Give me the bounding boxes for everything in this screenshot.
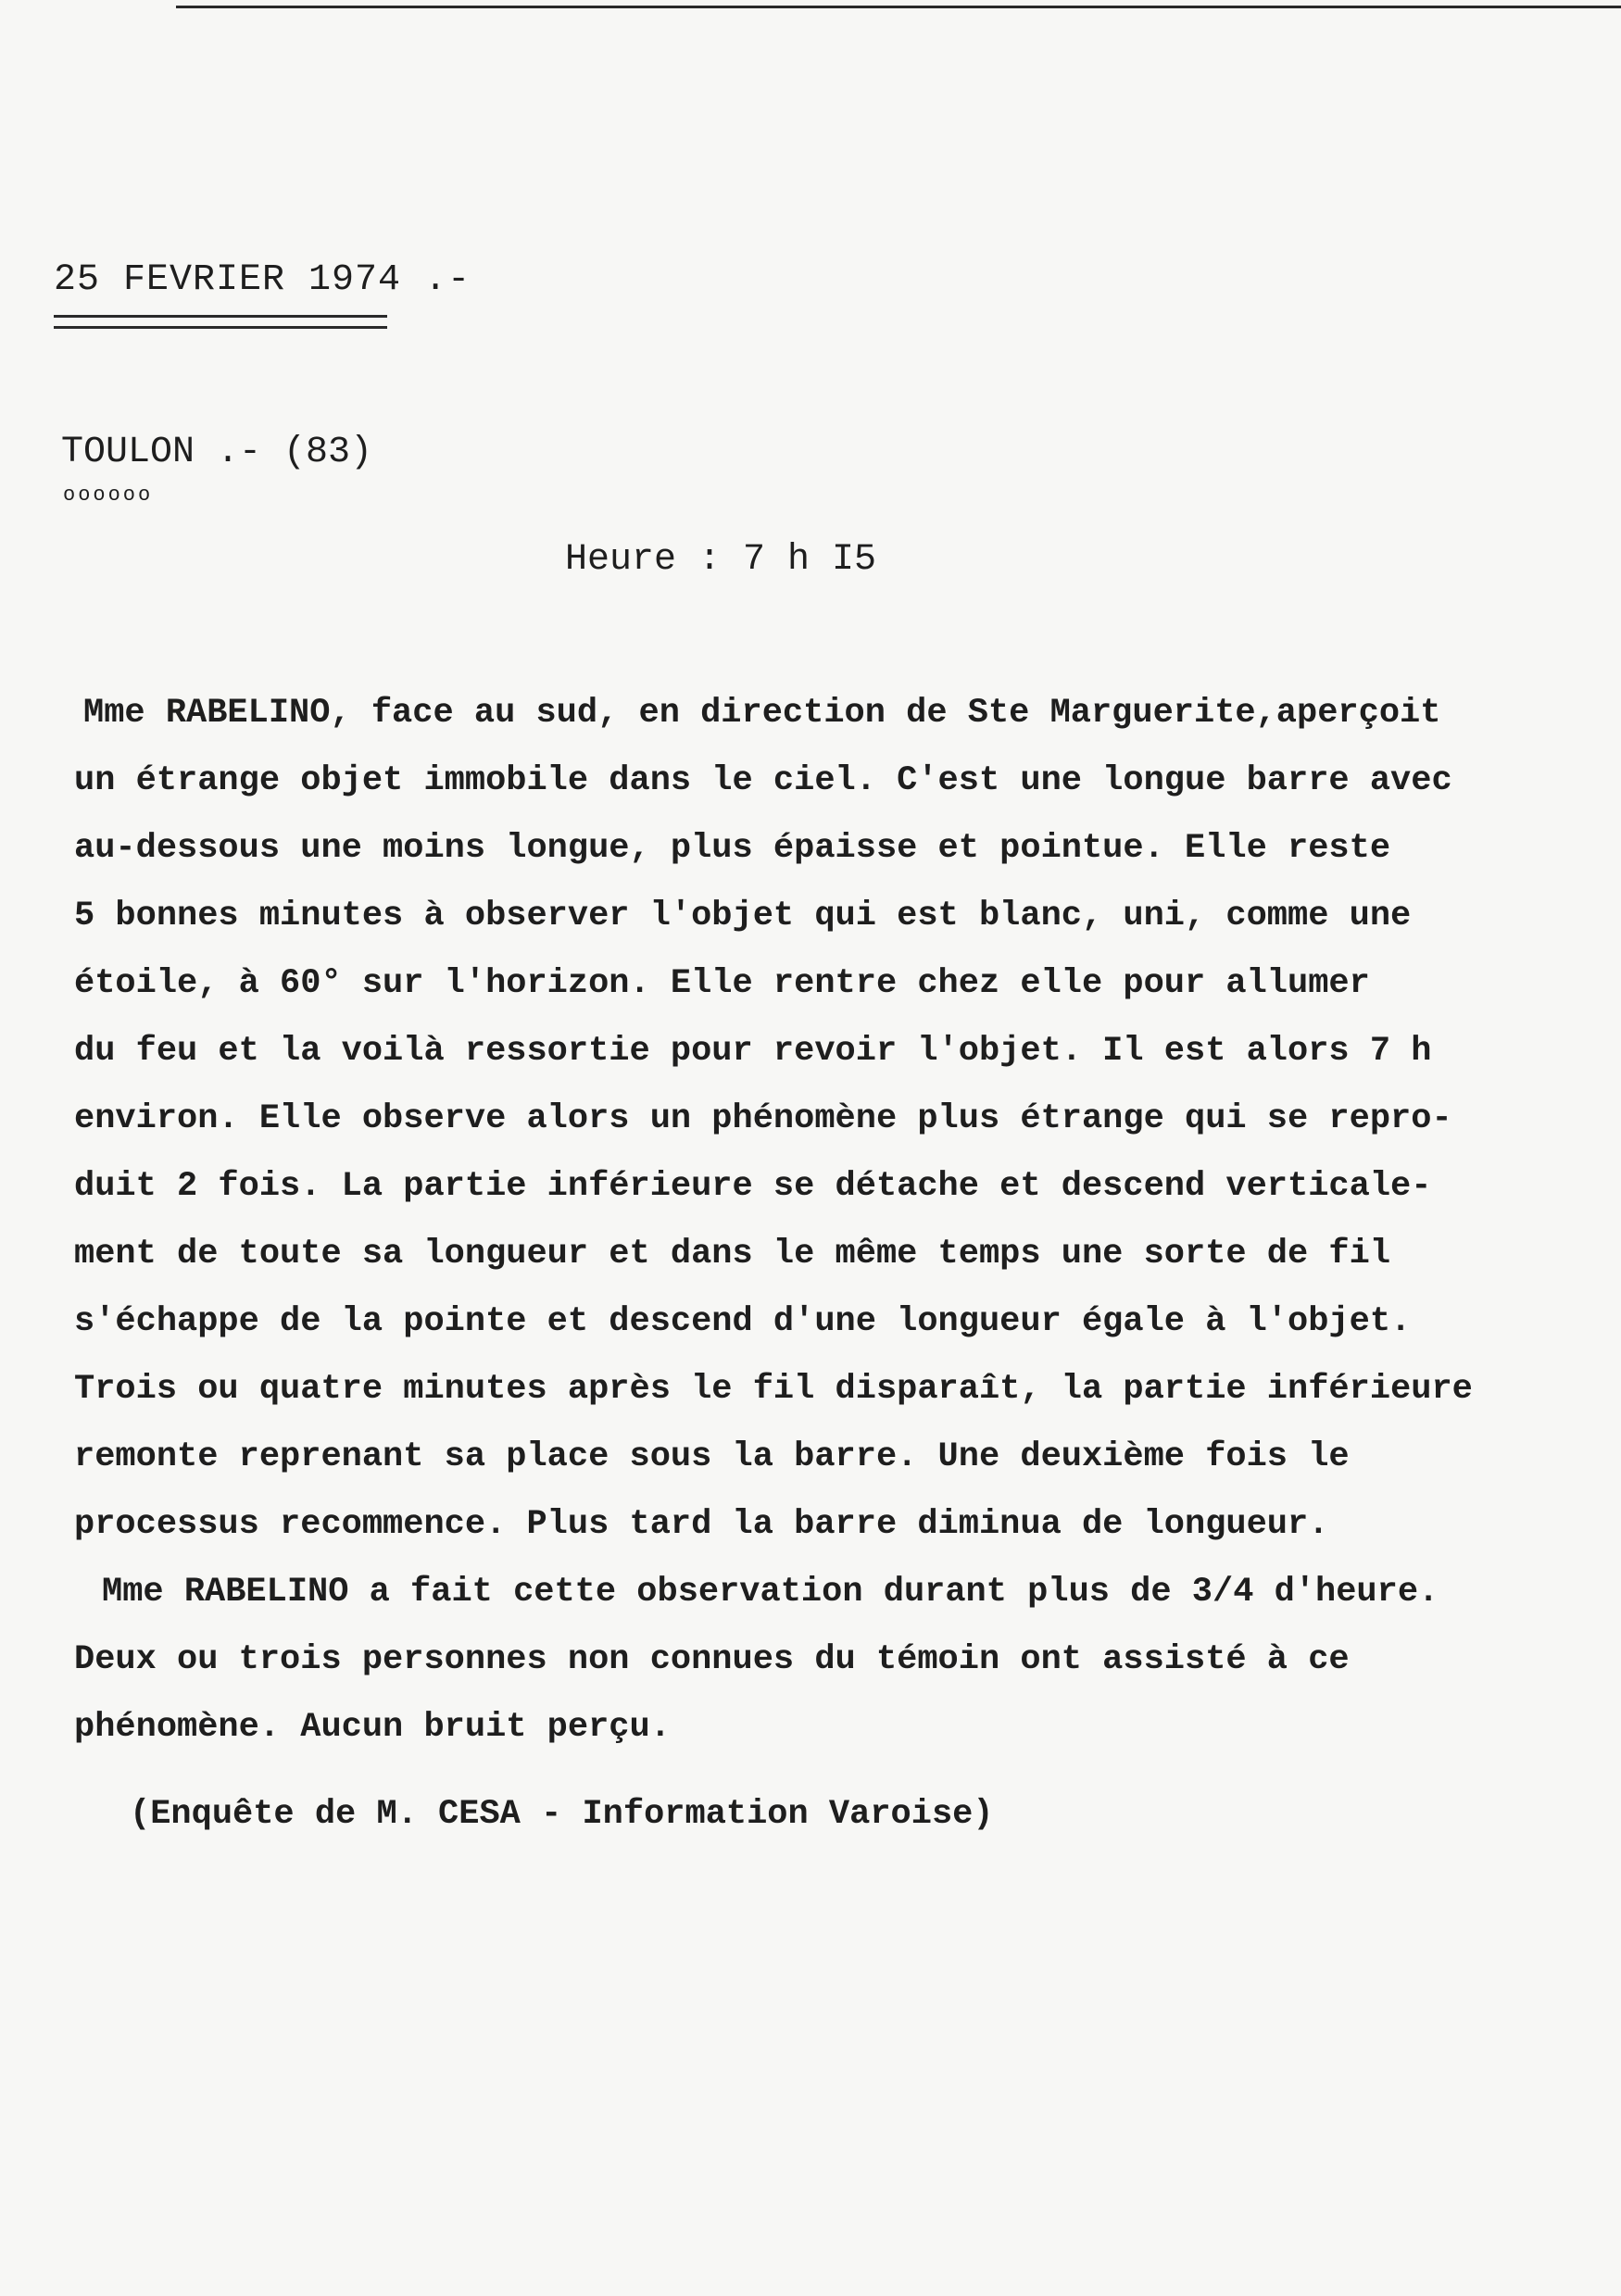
report-location: TOULON .- (83) [61,432,373,473]
body-line: duit 2 fois. La partie inférieure se détache et descend verticale- [74,1167,1432,1206]
report-hour: Heure : 7 h I5 [565,539,877,581]
body-line: étoile, à 60° sur l'horizon. Elle rentre chez elle pour allumer [74,964,1370,1003]
body-line: processus recommence. Plus tard la barre diminua de longueur. [74,1505,1329,1544]
date-underline [54,315,387,318]
body-line: Deux ou trois personnes non connues du témoin ont assisté à ce [74,1640,1350,1679]
body-line: 5 bonnes minutes à observer l'objet qui est blanc, uni, comme une [74,897,1412,935]
body-line: remonte reprenant sa place sous la barre. Une deuxième fois le [74,1437,1350,1476]
report-body [74,680,1593,1762]
body-line: Mme RABELINO, face au sud, en direction de Ste Marguerite,aperçoit [83,694,1441,733]
location-underline-marks: oooooo [63,483,154,507]
body-line: Mme RABELINO a fait cette observation durant plus de 3/4 d'heure. [102,1573,1439,1612]
top-border-line [176,6,1621,8]
body-line: Trois ou quatre minutes après le fil disparaît, la partie inférieure [74,1370,1473,1409]
report-source-attribution: (Enquête de M. CESA - Information Varoise) [130,1795,994,1834]
body-line: s'échappe de la pointe et descend d'une longueur égale à l'objet. [74,1302,1412,1341]
body-line: du feu et la voilà ressortie pour revoir l'objet. Il est alors 7 h [74,1032,1432,1071]
date-underline-double [54,326,387,329]
body-line: phénomène. Aucun bruit perçu. [74,1708,671,1747]
body-line: environ. Elle observe alors un phénomène plus étrange qui se repro- [74,1099,1452,1138]
body-line: un étrange objet immobile dans le ciel. C'est une longue barre avec [74,761,1452,800]
report-date: 25 FEVRIER 1974 .- [54,259,471,301]
body-line: ment de toute sa longueur et dans le même temps une sorte de fil [74,1235,1391,1273]
body-line: au-dessous une moins longue, plus épaisse et pointue. Elle reste [74,829,1391,868]
